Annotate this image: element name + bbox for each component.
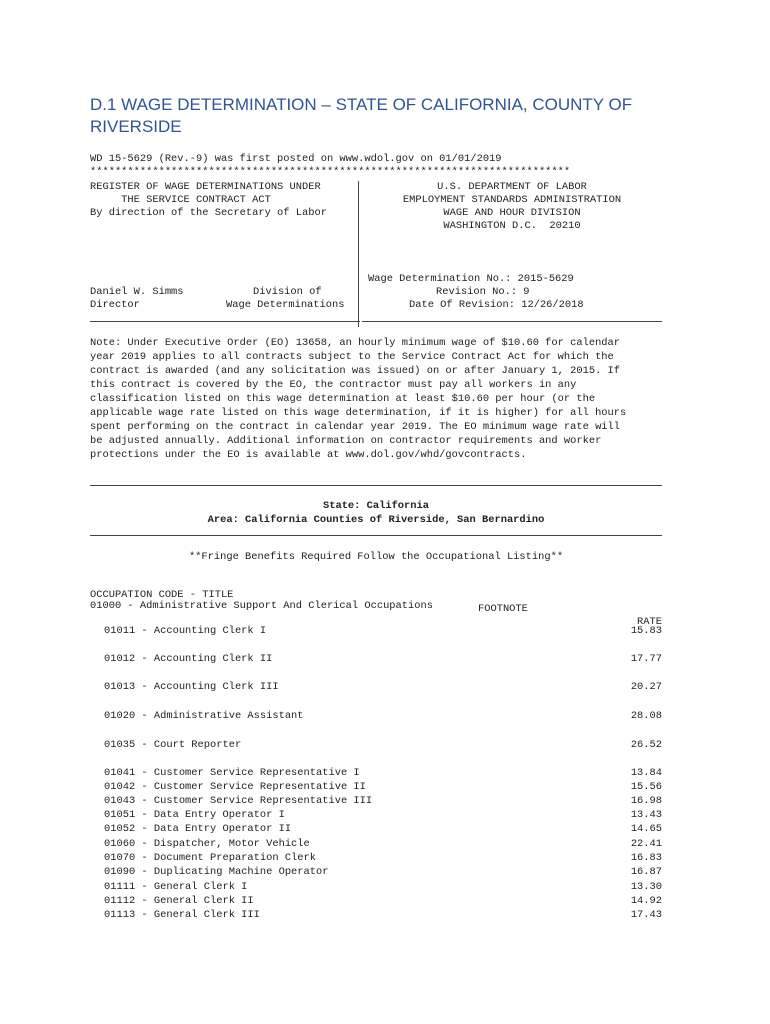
table-row: [104, 852, 662, 866]
stars-separator: *****************************************************************************: [90, 166, 571, 178]
first-posted-line: WD 15-5629 (Rev.-9) was first posted on www.wdol.gov on 01/01/2019: [90, 153, 502, 165]
header-occupation: OCCUPATION CODE - TITLE: [90, 589, 234, 602]
table-row: [104, 823, 662, 837]
register-line-1: REGISTER OF WAGE DETERMINATIONS UNDER: [90, 181, 321, 193]
eo-note-line-4: this contract is covered by the EO, the contractor must pay all workers in any: [90, 379, 577, 391]
occupation-title: 01051 - Data Entry Operator I: [104, 809, 285, 821]
eo-note-line-8: be adjusted annually. Additional information on contractor requirements and worker: [90, 435, 602, 447]
occupation-rate: 15.83: [630, 625, 662, 637]
table-row: [104, 838, 662, 852]
eo-note-line-7: spent performing on the contract in calendar year 2019. The EO minimum wage rate will: [90, 421, 621, 433]
register-line-2: THE SERVICE CONTRACT ACT: [90, 194, 271, 206]
occupation-rate: 13.84: [630, 767, 662, 779]
occupation-title: 01041 - Customer Service Representative I: [104, 767, 360, 779]
occupation-title: 01043 - Customer Service Representative III: [104, 795, 373, 807]
header-rate: RATE: [637, 616, 662, 629]
eo-note-line-5: classification listed on this wage determination at least $10.60 per hour (or the: [90, 393, 596, 405]
occupation-rate: 16.87: [630, 866, 662, 878]
occupation-title: 01113 - General Clerk III: [104, 909, 260, 921]
eo-note-line-3: contract is awarded (and any solicitation was issued) on or after January 1, 2015. If: [90, 365, 621, 377]
occupation-title: 01060 - Dispatcher, Motor Vehicle: [104, 838, 310, 850]
occupation-rate: 13.43: [630, 809, 662, 821]
occupation-rate: 14.65: [630, 823, 662, 835]
occupation-title: 01112 - General Clerk II: [104, 895, 254, 907]
signer-title: Director: [90, 299, 140, 311]
occupation-rate: 28.08: [630, 710, 662, 722]
occupation-title: 01012 - Accounting Clerk II: [104, 653, 273, 665]
eo-note-line-2: year 2019 applies to all contracts subject to the Service Contract Act for which the: [90, 351, 614, 363]
occupation-group-title: 01000 - Administrative Support And Clerical Occupations: [90, 600, 433, 612]
occupation-title: 01070 - Document Preparation Clerk: [104, 852, 317, 864]
table-row: [104, 881, 662, 895]
occupation-rate: 17.43: [630, 909, 662, 921]
table-row: [104, 809, 662, 823]
occupation-rate: 20.27: [630, 681, 662, 693]
table-row: [104, 710, 662, 724]
occupation-title: 01042 - Customer Service Representative II: [104, 781, 366, 793]
table-row: [104, 781, 662, 795]
eo-note-line-1: Note: Under Executive Order (EO) 13658, an hourly minimum wage of $10.60 for calendar: [90, 337, 621, 349]
register-line-3: By direction of the Secretary of Labor: [90, 207, 327, 219]
fringe-benefits-note: **Fringe Benefits Required Follow the Occupational Listing**: [188, 551, 564, 563]
register-underline: [90, 321, 360, 322]
date-of-revision: Date Of Revision: 12/26/2018: [409, 299, 584, 311]
eo-note-line-9: protections under the EO is available at www.dol.gov/whd/govcontracts.: [90, 449, 527, 461]
eo-note-line-6: applicable wage rate listed on this wage determination, if it is higher) for all hours: [90, 407, 627, 419]
occupation-rate: 16.83: [630, 852, 662, 864]
occupation-rate: 26.52: [630, 739, 662, 751]
occupation-rate: 22.41: [630, 838, 662, 850]
header-footnote: FOOTNOTE: [478, 602, 528, 615]
department-underline: [362, 321, 662, 322]
state-label: State: California: [322, 500, 429, 512]
occupation-title: 01052 - Data Entry Operator II: [104, 823, 292, 835]
area-label: Area: California Counties of Riverside, San Bernardino: [207, 514, 545, 526]
revision-number: Revision No.: 9: [436, 286, 530, 298]
occupation-title: 01013 - Accounting Clerk III: [104, 681, 279, 693]
section-divider-2: [90, 535, 662, 536]
occupation-rate: 17.77: [630, 653, 662, 665]
column-divider: [358, 181, 359, 327]
wage-determination-number: Wage Determination No.: 2015-5629: [368, 273, 574, 285]
department-line-1: U.S. DEPARTMENT OF LABOR: [437, 181, 587, 193]
table-row: [104, 866, 662, 880]
occupation-rate: 15.56: [630, 781, 662, 793]
table-row: [104, 739, 662, 753]
table-row: [104, 653, 662, 667]
occupation-title: 01011 - Accounting Clerk I: [104, 625, 267, 637]
section-divider-1: [90, 485, 662, 486]
table-row: [104, 625, 662, 639]
occupation-title: 01020 - Administrative Assistant: [104, 710, 304, 722]
table-row: [104, 895, 662, 909]
table-row: [104, 767, 662, 781]
department-line-4: WASHINGTON D.C. 20210: [443, 220, 581, 232]
occupation-rate: 14.92: [630, 895, 662, 907]
occupation-title: 01090 - Duplicating Machine Operator: [104, 866, 329, 878]
signer-name: Daniel W. Simms: [90, 286, 184, 298]
division-line-2: Wage Determinations: [226, 299, 345, 311]
occupation-rate: 13.30: [630, 881, 662, 893]
department-line-2: EMPLOYMENT STANDARDS ADMINISTRATION: [402, 194, 622, 206]
occupation-rate: 16.98: [630, 795, 662, 807]
occupation-title: 01035 - Court Reporter: [104, 739, 242, 751]
table-row: [104, 909, 662, 923]
occupation-title: 01111 - General Clerk I: [104, 881, 248, 893]
division-line-1: Division of: [253, 286, 322, 298]
page-title: D.1 WAGE DETERMINATION – STATE OF CALIFORNIA, COUNTY OF RIVERSIDE: [90, 95, 633, 136]
table-row: [104, 681, 662, 695]
department-line-3: WAGE AND HOUR DIVISION: [443, 207, 581, 219]
table-row: [104, 795, 662, 809]
